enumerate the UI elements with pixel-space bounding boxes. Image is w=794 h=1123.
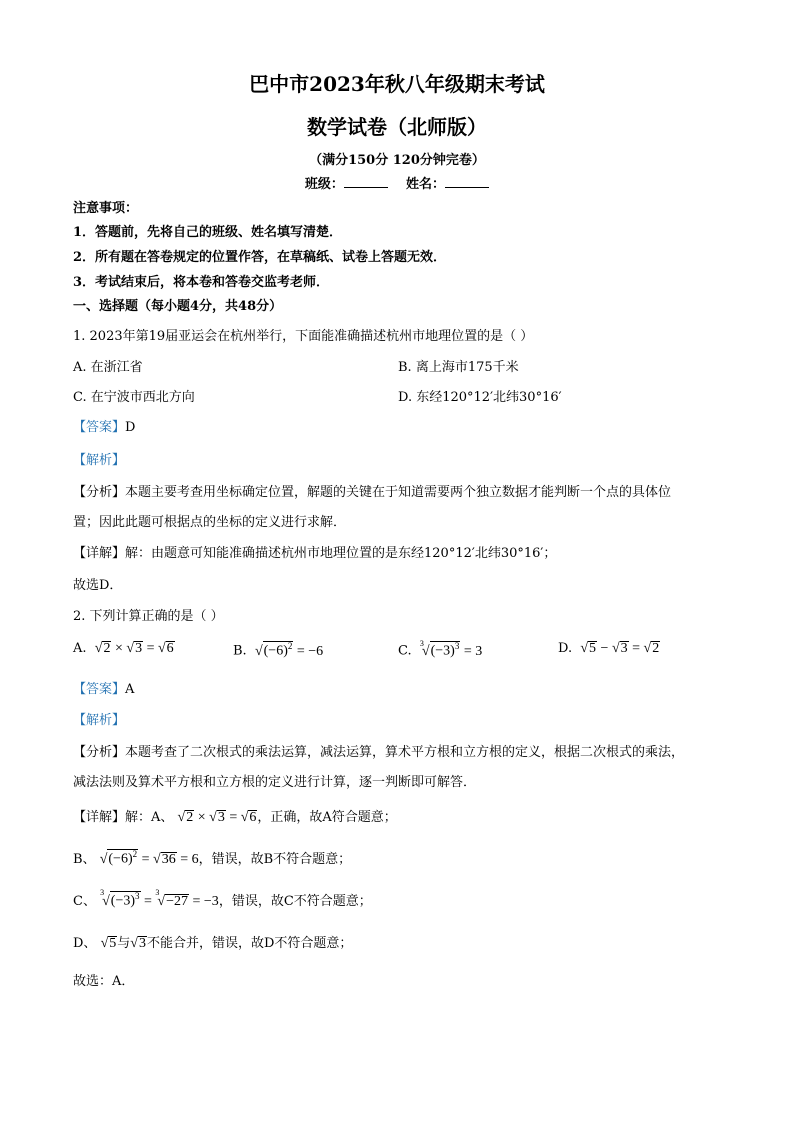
class-blank bbox=[344, 175, 388, 188]
note-item-3: 3．考试结束后，将本卷和答卷交监考老师． bbox=[73, 275, 330, 290]
notes-heading: 注意事项： bbox=[73, 201, 139, 216]
q1-detail-text: 解：由题意可知能准确描述杭州市地理位置的是东经120°12′北纬30°16′； bbox=[125, 546, 557, 561]
q1-fenxi-row bbox=[73, 481, 671, 500]
q1-answer: D bbox=[125, 420, 136, 435]
exam-title: 巴中市2023年秋八年级期末考试 bbox=[249, 72, 545, 96]
name-label: 姓名： bbox=[406, 177, 446, 192]
section-heading: 一、选择题（每小题4分，共48分） bbox=[73, 299, 283, 314]
q2-detail-a: 【详解】解：A、 √2 × √3 = √6，正确，故A符合题意； bbox=[73, 810, 397, 825]
q2-detail-a-formula: √2 × √3 = √6 bbox=[177, 810, 257, 825]
q1-analysis-row bbox=[73, 449, 125, 468]
q2-fenxi-text-1: 本题考查了二次根式的乘法运算，减法运算，算术平方根和立方根的定义，根据二次根式的乘法， bbox=[125, 745, 685, 760]
q2-option-a-formula: √2 × √3 = √6 bbox=[94, 641, 174, 656]
note-item-2: 2．所有题在答卷规定的位置作答，在草稿纸、试卷上答题无效． bbox=[73, 250, 447, 265]
q2-conclusion: 故选：A． bbox=[73, 974, 135, 989]
q2-option-c: C. $^3√(-3)^3 = 3$ bbox=[398, 639, 483, 659]
q1-option-c: C. 在宁波市西北方向 bbox=[73, 390, 195, 405]
q2-answer-row bbox=[73, 678, 134, 697]
q1-option-b: B. 离上海市175千米 bbox=[398, 360, 519, 375]
q1-fenxi-text-2: 置；因此此题可根据点的坐标的定义进行求解． bbox=[73, 515, 347, 530]
q1-conclusion: 故选D． bbox=[73, 578, 123, 593]
student-info-row bbox=[0, 173, 794, 192]
q1-fenxi-text-1: 本题主要考查用坐标确定位置，解题的关键在于知道需要两个独立数据才能判断一个点的具体位 bbox=[125, 485, 672, 500]
name-blank bbox=[445, 175, 489, 188]
answer-tag: 【答案】 bbox=[73, 682, 126, 697]
fenxi-tag: 【分析】 bbox=[73, 485, 126, 500]
fenxi-tag: 【分析】 bbox=[73, 745, 126, 760]
q2-detail-d-formula-2: √3 bbox=[130, 936, 146, 951]
answer-tag: 【答案】 bbox=[73, 420, 126, 435]
q1-detail-row bbox=[73, 542, 556, 561]
q2-option-d: D. √5 − √3 = √2 bbox=[558, 641, 660, 656]
q2-option-b: B. $√(-6)^2 = -6$ bbox=[233, 641, 324, 659]
q2-detail-c-formula: $^3√(-3)^3 = ^3√-27 = -3$ bbox=[100, 888, 219, 909]
q2-stem: 2. 下列计算正确的是（ ） bbox=[73, 609, 224, 624]
detail-tag: 【详解】 bbox=[73, 810, 126, 825]
q2-fenxi-text-2: 减法法则及算术平方根和立方根的定义进行计算，逐一判断即可解答． bbox=[73, 775, 477, 790]
q2-fenxi-row bbox=[73, 741, 684, 760]
detail-tag: 【详解】 bbox=[73, 546, 126, 561]
note-item-1: 1．答题前，先将自己的班级、姓名填写清楚． bbox=[73, 225, 343, 240]
q1-stem: 1. 2023年第19届亚运会在杭州举行，下面能准确描述杭州市地理位置的是（ ） bbox=[73, 329, 534, 344]
exam-info: （满分150分 120分钟完卷） bbox=[309, 153, 485, 168]
q2-option-a: A. √2 × √3 = √6 bbox=[73, 641, 174, 656]
class-label: 班级： bbox=[304, 177, 344, 192]
q2-answer: A bbox=[125, 682, 135, 697]
q2-detail-d-formula-1: √5 bbox=[100, 936, 117, 951]
q1-option-a: A. 在浙江省 bbox=[73, 360, 143, 375]
q2-detail-b-formula: $√(-6)^2 = √36 = 6$ bbox=[99, 849, 199, 867]
q2-detail-d: D、 √5与√3不能合并，错误，故D不符合题意； bbox=[73, 936, 353, 951]
q1-option-d: D. 东经120°12′北纬30°16′ bbox=[398, 390, 562, 405]
q1-answer-row bbox=[73, 416, 135, 435]
analysis-tag: 【解析】 bbox=[73, 713, 126, 728]
analysis-tag: 【解析】 bbox=[73, 453, 126, 468]
q2-detail-c: C、 $^3√(-3)^3 = ^3√-27 = -3$，错误，故C不符合题意； bbox=[73, 888, 372, 909]
q2-option-c-formula: $^3√(-3)^3 = 3$ bbox=[419, 639, 483, 659]
q2-analysis-row bbox=[73, 709, 125, 728]
q2-detail-b: B、 $√(-6)^2 = √36 = 6$，错误，故B不符合题意； bbox=[73, 849, 352, 867]
exam-subtitle: 数学试卷（北师版） bbox=[307, 115, 487, 139]
q2-option-d-formula: √5 − √3 = √2 bbox=[580, 641, 660, 656]
q2-option-b-formula: $√(-6)^2 = -6$ bbox=[254, 641, 324, 659]
